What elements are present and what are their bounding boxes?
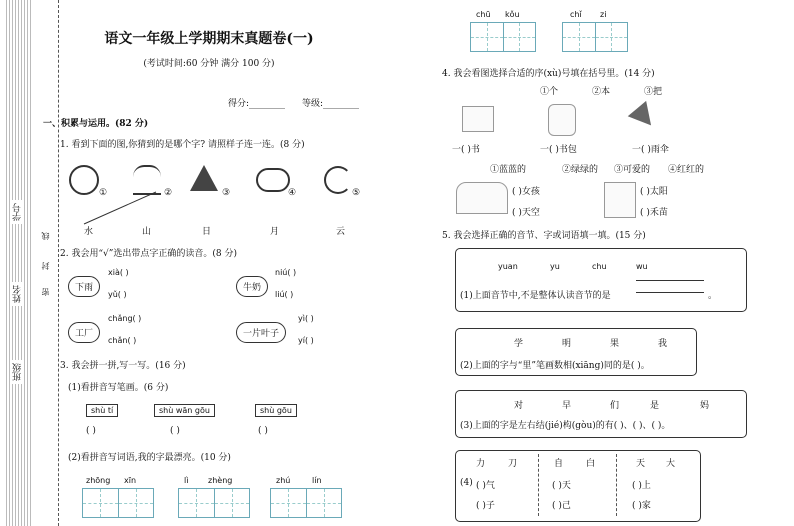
divider — [616, 454, 617, 516]
answer-line[interactable] — [636, 280, 704, 281]
writing-grid[interactable] — [82, 488, 154, 518]
char-option: 山 — [142, 227, 152, 237]
grade-label: 等级:________ — [302, 99, 360, 109]
char: 刀 — [508, 459, 518, 469]
pinyin: zi — [600, 10, 607, 19]
char: 果 — [610, 339, 620, 349]
pinyin: lì — [184, 476, 189, 485]
pic-label: ④ — [288, 188, 297, 198]
blank[interactable]: 一( )书包 — [540, 145, 577, 155]
sidebar-label-student-id: 学号 — [11, 200, 24, 224]
syllable: wu — [636, 262, 648, 271]
pinyin: zhōng — [86, 476, 111, 485]
blank[interactable]: ( )己 — [552, 501, 571, 511]
section-heading: 一、积累与运用。(82 分) — [43, 119, 149, 129]
blank[interactable]: 一( )雨伞 — [632, 145, 669, 155]
blank[interactable]: ( )女孩 — [512, 187, 540, 197]
sidebar-label-name: 姓名 — [11, 282, 24, 306]
stroke-pinyin: shù gōu — [255, 404, 297, 417]
syllable: chu — [592, 262, 607, 271]
char: 妈 — [700, 401, 710, 411]
mountain-picture — [190, 165, 218, 191]
stroke-pinyin: shù tí — [86, 404, 118, 417]
option: ③可爱的 — [614, 165, 651, 175]
q5-2-question: (2)上面的字与“里”笔画数相(xiāng)同的是( )。 — [460, 361, 650, 371]
pinyin-option[interactable]: yí( ) — [298, 336, 314, 345]
char: 早 — [562, 401, 572, 411]
example-connect-line — [80, 188, 160, 228]
option: ①蓝蓝的 — [490, 165, 527, 175]
answer-line[interactable] — [636, 292, 704, 293]
char: 我 — [658, 339, 668, 349]
answer-paren[interactable]: ( ) — [258, 426, 268, 436]
char: 对 — [514, 401, 524, 411]
book-picture — [462, 106, 494, 132]
word-oval: 一片叶子 — [236, 322, 286, 343]
q5-4-label: (4) — [460, 478, 473, 488]
binding-sidebar — [0, 0, 38, 526]
option: ②绿绿的 — [562, 165, 599, 175]
q3-sub1: (1)看拼音写笔画。(6 分) — [68, 383, 169, 393]
char: 天 — [636, 459, 646, 469]
pic-label: ② — [164, 188, 173, 198]
exam-info: (考试时间:60 分钟 满分 100 分) — [143, 59, 275, 69]
question-4: 4. 我会看图选择合适的序(xù)号填在括号里。(14 分) — [442, 69, 655, 79]
pic-label: ⑤ — [352, 188, 361, 198]
blank[interactable]: ( )子 — [476, 501, 495, 511]
blank[interactable]: ( )禾苗 — [640, 208, 668, 218]
pinyin: zhèng — [208, 476, 233, 485]
divider — [538, 454, 539, 516]
moon-picture — [324, 166, 352, 194]
writing-grid[interactable] — [270, 488, 342, 518]
sun-sprout-picture — [604, 182, 636, 218]
schoolbag-picture — [548, 104, 576, 136]
pinyin: lín — [312, 476, 322, 485]
pinyin-option[interactable]: yì( ) — [298, 314, 314, 323]
writing-grid[interactable] — [178, 488, 250, 518]
stroke-pinyin: shù wān gōu — [154, 404, 215, 417]
option: ①个 — [540, 87, 559, 97]
q5-1-question: (1)上面音节中,不是整体认读音节的是 — [460, 291, 611, 301]
pinyin-option[interactable]: xià( ) — [108, 268, 129, 277]
char-option: 日 — [202, 227, 212, 237]
blank[interactable]: ( )气 — [476, 481, 495, 491]
question-2: 2. 我会用“√”选出带点字正确的读音。(8 分) — [60, 249, 237, 259]
question-5: 5. 我会选择正确的音节、字或词语填一填。(15 分) — [442, 231, 646, 241]
question-1: 1. 看到下面的图,你猜到的是哪个字? 请照样子连一连。(8 分) — [60, 140, 305, 150]
char: 们 — [610, 401, 620, 411]
pinyin-option[interactable]: liú( ) — [275, 290, 294, 299]
pinyin: chū — [476, 10, 491, 19]
char: 力 — [476, 459, 486, 469]
blank[interactable]: 一( )书 — [452, 145, 480, 155]
word-oval: 牛奶 — [236, 276, 268, 297]
page-title: 语文一年级上学期期末真题卷(一) — [104, 31, 314, 47]
binding-stripes — [4, 0, 32, 526]
sidebar-label-class: 班级 — [11, 360, 24, 384]
q5-3-question: (3)上面的字是左右结(jié)构(gòu)的有( )、( )、( )。 — [460, 421, 671, 431]
blank[interactable]: ( )天空 — [512, 208, 540, 218]
blank[interactable]: ( )上 — [632, 481, 651, 491]
q3-sub2: (2)看拼音写词语,我的字最漂亮。(10 分) — [68, 453, 231, 463]
char-option: 水 — [84, 227, 94, 237]
pinyin-option[interactable]: chǎn( ) — [108, 336, 137, 345]
umbrella-picture — [628, 101, 661, 133]
char: 自 — [554, 459, 564, 469]
syllable: yuan — [498, 262, 518, 271]
char-option: 云 — [336, 227, 346, 237]
word-oval: 工厂 — [68, 322, 100, 343]
fold-mark-close: 密 — [41, 288, 50, 296]
pic-label: ① — [99, 188, 108, 198]
writing-grid[interactable] — [562, 22, 628, 52]
option: ③把 — [644, 87, 663, 97]
pinyin-option[interactable]: niú( ) — [275, 268, 297, 277]
cloud-picture — [256, 168, 290, 192]
syllable: yu — [550, 262, 560, 271]
blank[interactable]: ( )天 — [552, 481, 571, 491]
answer-paren[interactable]: ( ) — [86, 426, 96, 436]
q5-1-end: 。 — [708, 291, 718, 301]
char: 大 — [666, 459, 676, 469]
char-option: 月 — [270, 227, 280, 237]
blank[interactable]: ( )家 — [632, 501, 651, 511]
fold-mark-line: 线 — [41, 232, 50, 240]
char: 是 — [650, 401, 660, 411]
writing-grid[interactable] — [470, 22, 536, 52]
pinyin-option[interactable]: chǎng( ) — [108, 314, 142, 323]
question-3: 3. 我会拼一拼,写一写。(16 分) — [60, 361, 186, 371]
pinyin-option[interactable]: yǔ( ) — [108, 290, 127, 299]
pinyin: kǒu — [505, 10, 520, 19]
pinyin: xīn — [124, 476, 137, 485]
char: 明 — [562, 339, 572, 349]
word-oval: 下雨 — [68, 276, 100, 297]
binding-dashed-line — [58, 0, 59, 526]
option: ②本 — [592, 87, 611, 97]
answer-paren[interactable]: ( ) — [170, 426, 180, 436]
girl-landscape-picture — [456, 182, 508, 214]
blank[interactable]: ( )太阳 — [640, 187, 668, 197]
fold-mark-seal: 封 — [41, 262, 50, 270]
pic-label: ③ — [222, 188, 231, 198]
pinyin: zhú — [276, 476, 291, 485]
score-label: 得分:________ — [228, 99, 286, 109]
pinyin: chǐ — [570, 10, 582, 19]
char: 白 — [586, 459, 596, 469]
option: ④红红的 — [668, 165, 705, 175]
char: 学 — [514, 339, 524, 349]
